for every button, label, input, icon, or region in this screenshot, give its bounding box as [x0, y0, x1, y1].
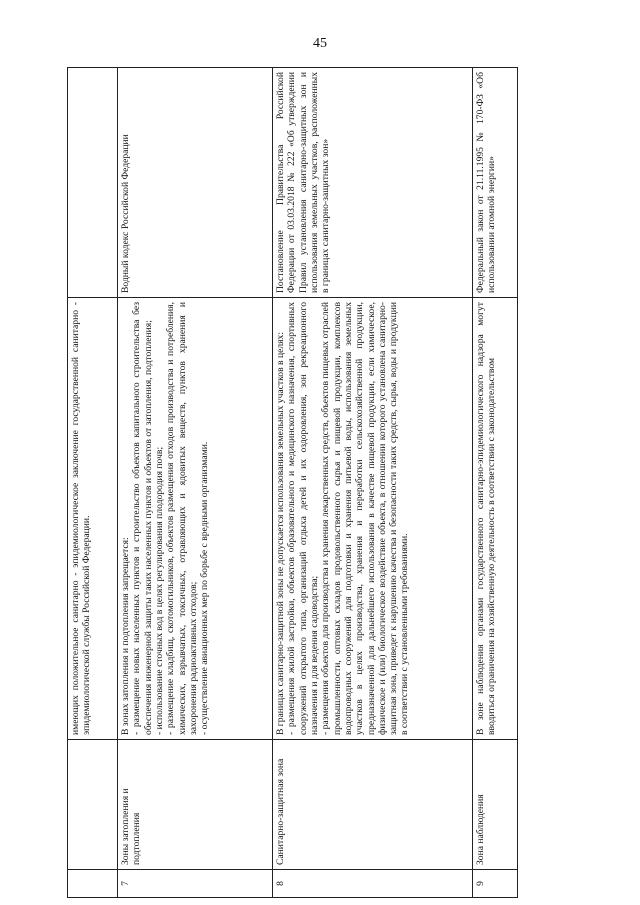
regulations-table — [67, 67, 518, 898]
regime-cell — [473, 298, 518, 740]
zone-name-cell: Зона наблюдения — [473, 740, 518, 870]
document-cell — [68, 68, 118, 298]
row-number-cell: 9 — [473, 870, 518, 898]
regime-cell — [68, 298, 118, 740]
regime-cell — [118, 298, 273, 740]
regime-paragraph: - размещения жилой застройки, объектов образовательного и медицинского назначения, спортивных сооружений открытого типа, организаций отдыха детей и их оздоровления, зон рекреационного назначения и для ведения садоводства; — [286, 302, 320, 735]
table-row — [473, 68, 518, 898]
table-row — [273, 68, 473, 898]
page-number: 45 — [313, 36, 327, 51]
row-number-cell: 8 — [273, 870, 473, 898]
table-row — [68, 68, 118, 898]
regime-paragraph: - размещения объектов для производства и хранения лекарственных средств, объектов пищевых отраслей промышленности, оптовых складов продовольственного сырья и пищевой продукции, комплексов водопроводных сооружений для подготовки и хранения питьевой воды, использования земельных участков в целях производства, хранения и переработки сельскохозяйственной продукции, предназначенной для дальнейшего использования в качестве пищевой продукции, если химическое, физическое и (или) биологическое воздействие объекта, в отношении которого установлена санитарно-защитная зона, приведет к нарушению качества и безопасности таких средств, сырья, воды и продукции в соответствии с установленными требованиями. — [320, 302, 411, 735]
row-number-cell — [68, 870, 118, 898]
zone-name-cell — [68, 740, 118, 870]
table-row — [118, 68, 273, 898]
regime-paragraph: имеющих положительное санитарно - эпидемиологическое заключение государственной санитарно - эпидемиологической службы Российской Федерации. — [70, 302, 93, 735]
zone-name-cell: Санитарно-защитная зона — [273, 740, 473, 870]
document-cell: Постановление Правительства Российской Федерации от 03.03.2018 № 222 «Об утверждении Правил установления санитарно-защитных зон и использования земельных участков, расположенных в границах санитарно-защитных зон» — [273, 68, 473, 298]
zone-name-cell: Зоны затопления и подтопления — [118, 740, 273, 870]
regime-paragraph: В зоне наблюдения органами государственного санитарно-эпидемиологического надзора могут вводиться ограничения на хозяйственную деятельность в соответствии с законодательством — [475, 302, 498, 735]
regime-paragraph: - размещение новых населенных пунктов и строительство объектов капитального строительства без обеспечения инженерной защиты таких населенных пунктов и объектов от затопления, подтопления; — [131, 302, 154, 735]
rotated-table-wrapper — [67, 68, 517, 898]
regime-paragraph: - осуществление авиационных мер по борьбе с вредными организмами. — [199, 441, 211, 735]
regime-paragraph: - размещение кладбищ, скотомогильников, объектов размещения отходов производства и потребления, химических, взрывчатых, токсичных, отравляющих и ядовитых веществ, пунктов хранения и захоронения радиоактивных отходов; — [165, 302, 199, 735]
regime-paragraph: В границах санитарно-защитной зоны не допускается использования земельных участков в целях: — [275, 332, 286, 735]
regime-paragraph: В зонах затопления и подтопления запрещается: — [120, 537, 131, 735]
document-cell: Федеральный закон от 21.11.1995 № 170-ФЗ «Об использовании атомной энергии» — [473, 68, 518, 298]
row-number-cell: 7 — [118, 870, 273, 898]
document-cell: Водный кодекс Российской Федерации — [118, 68, 273, 298]
regime-cell — [273, 298, 473, 740]
regime-paragraph: - использование сточных вод в целях регулирования плодородия почв; — [153, 446, 165, 735]
